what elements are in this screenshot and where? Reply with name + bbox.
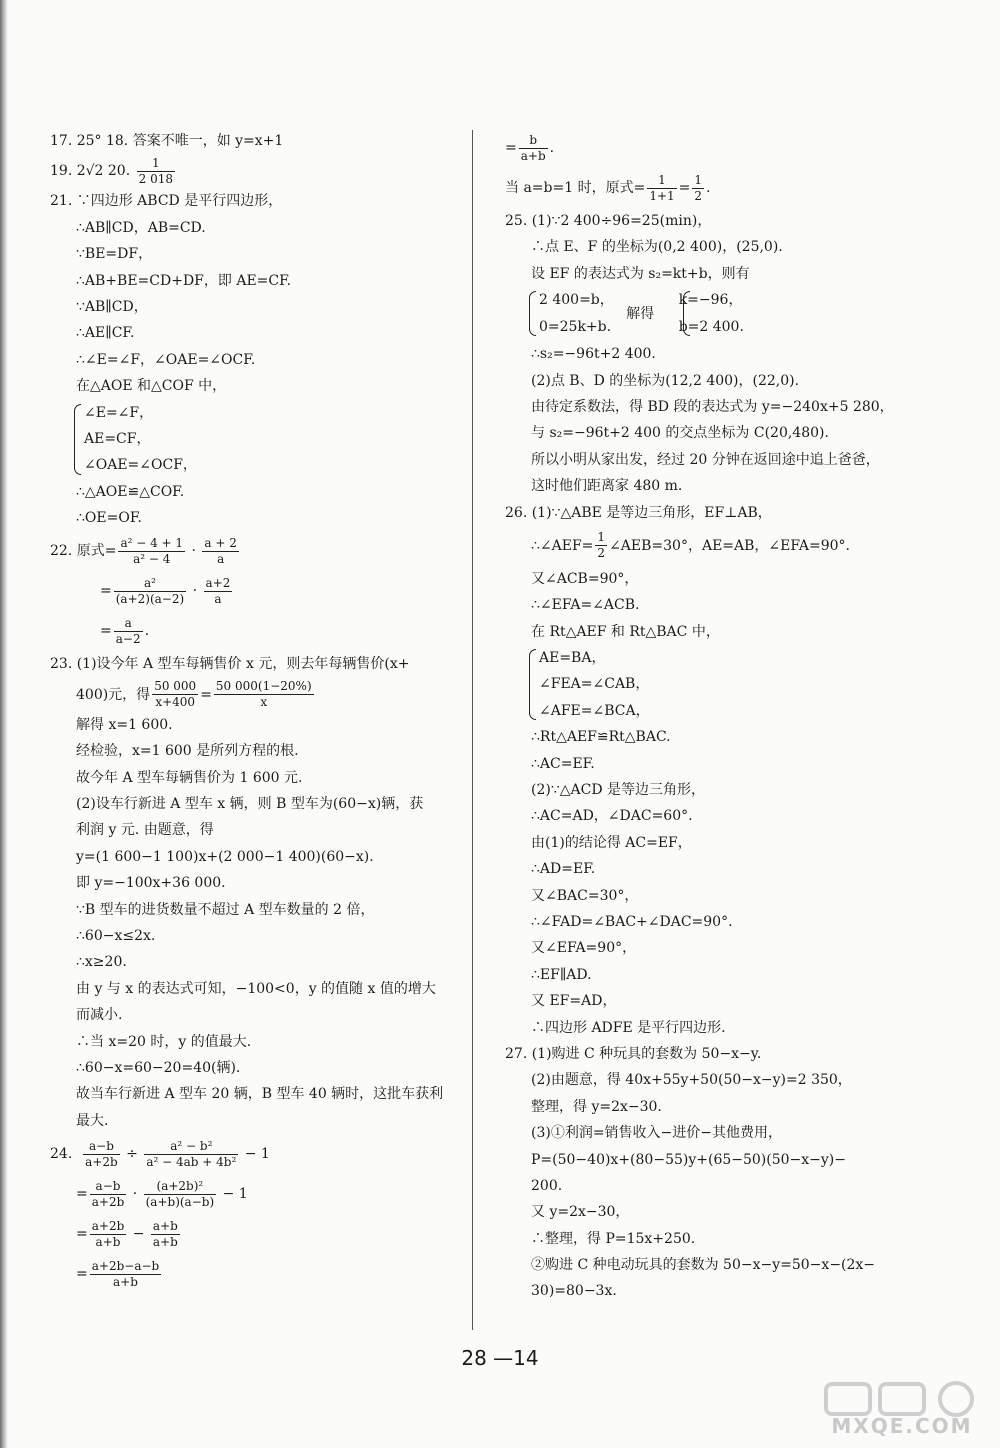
q24-line bbox=[50, 1214, 460, 1254]
numerator: a² bbox=[114, 576, 186, 592]
q21-line: ∵BE=DF， bbox=[76, 246, 153, 263]
fraction bbox=[118, 536, 185, 567]
q26-line: 26. (1)∵△ABE 是等边三角形，EF⊥AB， bbox=[505, 504, 772, 521]
numerator: a+b bbox=[152, 1218, 178, 1233]
q25-line: 25. (1)∵2 400÷96=25(min)， bbox=[505, 213, 712, 229]
q23-line: 故当车行新进 A 型车 20 辆，B 型车 40 辆时，这批车获利 bbox=[76, 1086, 444, 1103]
numerator: a² − 4 + 1 bbox=[120, 535, 184, 550]
q23-line: 即 y=−100x+36 000. bbox=[76, 875, 226, 892]
q26-line: ∴四边形 ADFE 是平行四边形. bbox=[531, 1019, 726, 1036]
q26-line: ∴Rt△AEF≌Rt△BAC. bbox=[531, 729, 671, 746]
fraction bbox=[90, 1259, 161, 1290]
answer-19-20 bbox=[50, 154, 460, 188]
q25-line: ∴点 E、F 的坐标为(0,2 400)，(25,0). bbox=[531, 239, 783, 256]
q23-line: (2)设车行新进 A 型车 x 辆，则 B 型车为(60−x)辆，获 bbox=[76, 796, 424, 813]
q26-line: 又∠BAC=30°， bbox=[531, 887, 639, 904]
numerator: b bbox=[519, 133, 548, 149]
system-line: ∠E=∠F， bbox=[84, 404, 154, 421]
q25-system-2 bbox=[659, 287, 744, 340]
operator: − bbox=[128, 1226, 149, 1243]
q21-line: 在△AOE 和△COF 中， bbox=[76, 378, 227, 395]
q21-line: ∴△AOE≌△COF. bbox=[76, 483, 185, 500]
system-line: ∠FEA=∠CAB， bbox=[539, 676, 650, 693]
operator: = bbox=[505, 140, 517, 156]
q24-cont-line bbox=[505, 168, 935, 208]
q25-line: (2)点 B、D 的坐标为(12,2 400)，(22,0). bbox=[531, 372, 800, 389]
numerator: a+2b bbox=[91, 1218, 125, 1233]
q23-line: ∴当 x=20 时，y 的值最大. bbox=[76, 1033, 252, 1050]
system-line: 0=25k+b. bbox=[539, 318, 612, 335]
q26-line: ∴AD=EF. bbox=[531, 861, 596, 878]
period: . bbox=[549, 140, 555, 156]
q27-line: ∴整理，得 P=15x+250. bbox=[531, 1230, 696, 1247]
q23-line: ∴60−x=60−20=40(辆). bbox=[76, 1059, 241, 1076]
q23-line: 故今年 A 型车每辆售价为 1 600 元. bbox=[76, 769, 303, 786]
q27-line: 整理，得 y=2x−30. bbox=[531, 1098, 662, 1115]
q21-line: ∴AB+BE=CD+DF，即 AE=CF. bbox=[76, 272, 292, 289]
q27-line: 又 y=2x−30， bbox=[531, 1204, 630, 1221]
q24-label: 24. bbox=[50, 1146, 73, 1163]
q26-line: ∴EF∥AD. bbox=[531, 966, 592, 983]
denominator: a+b bbox=[520, 148, 546, 163]
system-line: ∠OAE=∠OCF， bbox=[84, 457, 197, 474]
solve-label: 解得 bbox=[626, 305, 655, 322]
q22-label: 22. 原式= bbox=[50, 543, 117, 560]
q24-cont-line bbox=[505, 128, 935, 168]
q25-line: 由待定系数法，得 BD 段的表达式为 y=−240x+5 280， bbox=[531, 398, 894, 415]
q26-line: 在 Rt△AEF 和 Rt△BAC 中， bbox=[531, 623, 720, 640]
operator: = bbox=[678, 180, 691, 196]
q26-line: 由(1)的结论得 AC=EF， bbox=[531, 834, 692, 851]
q22-line bbox=[50, 611, 460, 651]
q26-text: ∠AEB=30°，AE=AB，∠EFA=90°. bbox=[609, 537, 850, 554]
q23-line: ∵B 型车的进货数量不超过 A 型车数量的 2 倍， bbox=[76, 901, 375, 918]
fraction bbox=[204, 576, 233, 607]
q21-line: ∴AB∥CD，AB=CD. bbox=[76, 219, 206, 236]
q27-line: ②购进 C 种电动玩具的套数为 50−x−y=50−x−(2x− bbox=[531, 1257, 876, 1274]
fraction bbox=[83, 1139, 120, 1170]
q25-line: 与 s₂=−96t+2 400 的交点坐标为 C(20,480). bbox=[531, 425, 829, 442]
fraction bbox=[692, 173, 704, 204]
q21-line: 21. ∵四边形 ABCD 是平行四边形， bbox=[50, 193, 283, 210]
q25-system-1 bbox=[505, 287, 614, 340]
q23-line: 而减小. bbox=[76, 1007, 123, 1024]
left-column bbox=[50, 128, 460, 1294]
q23-line: 最大. bbox=[76, 1112, 109, 1129]
fraction bbox=[137, 156, 175, 187]
q27-line: (3)①利润=销售收入−进价−其他费用， bbox=[531, 1125, 783, 1142]
q26-line: 又 EF=AD， bbox=[531, 993, 617, 1010]
fraction bbox=[214, 679, 314, 710]
denominator: (a+2)(a−2) bbox=[115, 591, 185, 606]
q22-line bbox=[50, 531, 460, 571]
q25-systems bbox=[505, 287, 935, 341]
denominator: a bbox=[214, 591, 222, 606]
q23-line: 利润 y 元. 由题意，得 bbox=[76, 822, 214, 839]
system-line: AE=CF， bbox=[84, 430, 151, 447]
q26-system bbox=[505, 645, 935, 724]
fraction bbox=[647, 173, 676, 204]
denominator: 2 bbox=[597, 546, 606, 561]
q26-line: 又∠EFA=90°， bbox=[531, 940, 637, 957]
q23-line: ∴60−x≤2x. bbox=[76, 927, 156, 944]
fraction bbox=[595, 530, 607, 561]
numerator: 1 bbox=[597, 530, 606, 545]
denominator: a+b bbox=[152, 1234, 178, 1249]
q23-line: 由 y 与 x 的表达式可知，−100<0，y 的值随 x 值的增大 bbox=[76, 980, 436, 997]
denominator: a+2b bbox=[85, 1154, 118, 1169]
q24-text: 当 a=b=1 时，原式= bbox=[505, 180, 646, 196]
q25-line: 这时他们距离家 480 m. bbox=[531, 478, 683, 495]
operator: = bbox=[100, 623, 112, 640]
q27-line: P=(50−40)x+(80−55)y+(65−50)(50−x−y)− bbox=[531, 1151, 846, 1168]
q23-line bbox=[50, 678, 460, 712]
denominator: a+2b bbox=[91, 1194, 125, 1209]
q24-line bbox=[50, 1254, 460, 1294]
page-binding-shadow bbox=[0, 0, 8, 1448]
q27-line: 27. (1)购进 C 种玩具的套数为 50−x−y. bbox=[505, 1045, 762, 1062]
numerator: 1 bbox=[694, 172, 703, 187]
q26-line: ∴∠FAD=∠BAC+∠DAC=90°. bbox=[531, 913, 733, 930]
q24-line bbox=[50, 1174, 460, 1214]
numerator: a bbox=[114, 616, 143, 632]
fraction bbox=[114, 576, 186, 607]
period: . bbox=[706, 180, 711, 196]
column-divider bbox=[472, 130, 473, 1330]
right-column bbox=[505, 128, 935, 1305]
q21-line: ∴AE∥CF. bbox=[76, 325, 135, 342]
operator: · bbox=[128, 1186, 142, 1203]
fraction bbox=[519, 133, 548, 164]
system-line: b=2 400. bbox=[678, 318, 744, 335]
fraction bbox=[152, 679, 198, 710]
fraction bbox=[144, 1179, 217, 1210]
fraction bbox=[202, 536, 238, 567]
q24-line bbox=[50, 1134, 460, 1174]
q26-line: ∴AC=AD，∠DAC=60°. bbox=[531, 808, 693, 825]
denominator: a+b bbox=[95, 1234, 121, 1249]
denominator: 2 018 bbox=[138, 171, 173, 186]
fraction bbox=[144, 1139, 238, 1170]
fraction bbox=[90, 1179, 127, 1210]
watermark bbox=[822, 1380, 982, 1438]
operator: − 1 bbox=[240, 1146, 270, 1163]
q23-line: 解得 x=1 600. bbox=[76, 716, 173, 733]
operator: · bbox=[187, 543, 201, 560]
q21-line: ∵AB∥CD， bbox=[76, 298, 148, 315]
numerator: 1 bbox=[647, 173, 676, 189]
q21-line: ∴∠E=∠F，∠OAE=∠OCF. bbox=[76, 351, 256, 368]
q27-line: 200. bbox=[531, 1177, 563, 1194]
numerator: a−b bbox=[83, 1139, 120, 1155]
numerator: (a+2b)² bbox=[144, 1179, 217, 1195]
q25-line: 所以小明从家出发，经过 20 分钟在返回途中追上爸爸， bbox=[531, 451, 880, 468]
numerator: a+2 bbox=[205, 575, 231, 590]
operator: = bbox=[76, 1266, 88, 1283]
q25-line: ∴s₂=−96t+2 400. bbox=[531, 346, 656, 363]
q26-line: 又∠ACB=90°， bbox=[531, 570, 639, 587]
watermark-text: MXQE.COM bbox=[831, 1414, 973, 1438]
denominator: a+b bbox=[113, 1274, 138, 1289]
q21-system bbox=[50, 400, 460, 479]
system-line: AE=BA， bbox=[539, 650, 606, 667]
denominator: x bbox=[260, 695, 268, 710]
operator: = bbox=[76, 1186, 88, 1203]
q22-line bbox=[50, 571, 460, 611]
operator: − 1 bbox=[218, 1186, 248, 1203]
q25-line: 设 EF 的表达式为 s₂=kt+b，则有 bbox=[531, 265, 750, 282]
answer-17-18: 17. 25° 18. 答案不唯一，如 y=x+1 bbox=[50, 133, 284, 149]
denominator: a−2 bbox=[115, 631, 141, 646]
system-line: 2 400=b， bbox=[539, 292, 614, 309]
q23-line: ∴x≥20. bbox=[76, 954, 127, 971]
denominator: 1+1 bbox=[649, 188, 675, 203]
denominator: (a+b)(a−b) bbox=[145, 1194, 215, 1209]
denominator: a² − 4ab + 4b² bbox=[146, 1154, 237, 1169]
numerator: a + 2 bbox=[204, 535, 237, 550]
numerator: a−b bbox=[90, 1179, 127, 1195]
q26-line: ∴AC=EF. bbox=[531, 755, 595, 772]
period: . bbox=[144, 623, 150, 640]
fraction bbox=[90, 1219, 127, 1250]
q21-line: ∴OE=OF. bbox=[76, 510, 142, 527]
numerator: 1 bbox=[137, 156, 175, 172]
system-line: k=−96， bbox=[678, 292, 743, 309]
denominator: a bbox=[217, 551, 225, 566]
denominator: 2 bbox=[694, 188, 703, 203]
numerator: 50 000(1−20%) bbox=[215, 679, 312, 694]
q26-line: ∴∠EFA=∠ACB. bbox=[531, 597, 640, 614]
operator: = bbox=[76, 1226, 88, 1243]
q26-text: ∴∠AEF= bbox=[531, 537, 594, 554]
fraction bbox=[114, 616, 143, 647]
fraction bbox=[151, 1219, 180, 1250]
q26-line: (2)∵△ACD 是等边三角形， bbox=[531, 782, 706, 799]
q23-line: y=(1 600−1 100)x+(2 000−1 400)(60−x). bbox=[76, 848, 374, 865]
operator: = bbox=[100, 583, 112, 600]
q23-line: 经检验，x=1 600 是所列方程的根. bbox=[76, 743, 299, 760]
q23-line: 23. (1)设今年 A 型车每辆售价 x 元，则去年每辆售价(x+ bbox=[50, 656, 410, 673]
denominator: x+400 bbox=[155, 695, 196, 710]
operator: ÷ bbox=[121, 1146, 143, 1163]
q23-text: 400)元，得 bbox=[76, 686, 151, 703]
answer-stamp-icon bbox=[822, 1380, 982, 1418]
q27-line: 30)=80−3x. bbox=[531, 1283, 617, 1300]
answer-19-20-text: 19. 2√2 20. bbox=[50, 163, 135, 180]
operator: = bbox=[200, 686, 212, 703]
numerator: 50 000 bbox=[154, 679, 197, 694]
page-number: 28 —14 bbox=[461, 1346, 539, 1370]
numerator: a+2b−a−b bbox=[91, 1258, 160, 1273]
operator: · bbox=[188, 583, 202, 600]
system-line: ∠AFE=∠BCA， bbox=[539, 702, 650, 719]
numerator: a² − b² bbox=[144, 1139, 238, 1155]
q26-line bbox=[505, 526, 935, 566]
q27-line: (2)由题意，得 40x+55y+50(50−x−y)=2 350， bbox=[531, 1072, 852, 1089]
denominator: a² − 4 bbox=[133, 551, 171, 566]
